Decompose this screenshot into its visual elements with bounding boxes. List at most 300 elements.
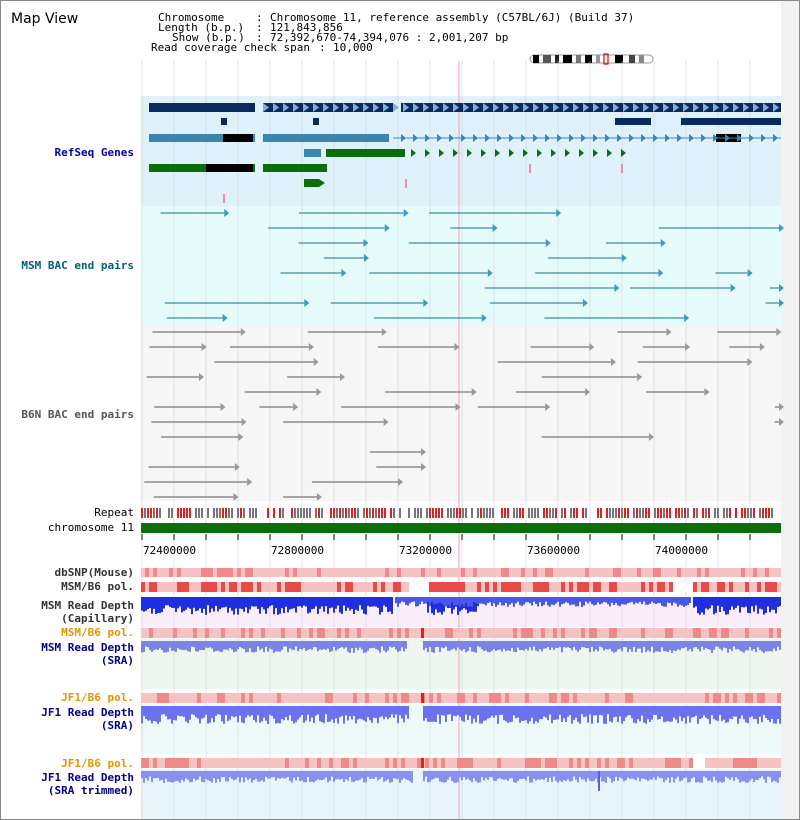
msm-depth-cap-bar [761, 597, 763, 609]
repeat-mark [657, 508, 659, 518]
jf1-b6-pol-trim-heat [369, 758, 373, 768]
jf1-depth-sra-bar [279, 706, 281, 723]
msm-b6-pol-sra-heat [217, 628, 221, 638]
msm-b6-pol-sra-heat [537, 628, 541, 638]
msm-depth-cap-bar [213, 597, 215, 612]
jf1-b6-pol-heat [369, 693, 373, 703]
jf1-depth-trim-bar [639, 771, 641, 781]
msm-depth-cap-bar [747, 597, 749, 613]
msm-depth-cap-bar [431, 597, 433, 613]
msm-depth-cap-bar [487, 597, 489, 603]
msm-depth-cap-bar [319, 597, 321, 609]
msm-depth-sra-bar [623, 641, 625, 647]
jf1-depth-trim-bar [685, 771, 687, 777]
jf1-b6-pol-trim-heat [205, 758, 209, 768]
jf1-b6-pol-trim-heat [317, 758, 321, 768]
msm-depth-sra-bar [465, 641, 467, 652]
msm-b6-pol-heat [521, 582, 525, 592]
msm-b6-pol-sra-heat [313, 628, 317, 638]
jf1-depth-sra-bar [699, 706, 701, 719]
msm-depth-sra-bar [401, 641, 403, 647]
jf1-depth-trim-bar [765, 771, 767, 783]
gene-strand-arrow [393, 103, 399, 112]
bac-end-marker [482, 314, 487, 322]
bac-end-marker [235, 463, 240, 471]
msm-depth-cap-bar [555, 597, 557, 604]
jf1-depth-trim-bar [747, 771, 749, 783]
dbsnp-heat [673, 568, 677, 577]
jf1-depth-sra-bar [757, 706, 759, 724]
bac-end-marker [242, 418, 247, 426]
msm-depth-cap-bar [403, 597, 405, 602]
jf1-depth-sra-bar [543, 706, 545, 717]
msm-depth-sra-bar [657, 641, 659, 651]
jf1-depth-trim-bar [409, 771, 411, 781]
msm-depth-cap-bar [469, 597, 471, 606]
jf1-depth-trim-bar [671, 771, 673, 777]
jf1-depth-trim-bar [733, 771, 735, 781]
jf1-depth-sra-bar [265, 706, 267, 721]
jf1-b6-pol-heat [541, 693, 545, 703]
jf1-depth-sra-bar [293, 706, 295, 724]
right-margin [781, 1, 800, 820]
jf1-depth-sra-bar [453, 706, 455, 716]
jf1-depth-sra-bar [227, 706, 229, 721]
jf1-b6-pol-heat [365, 693, 369, 703]
msm-depth-cap-bar [209, 597, 211, 613]
msm-depth-sra-bar [405, 641, 407, 649]
gene-strand-arrow [453, 149, 458, 157]
jf1-depth-trim-bar [161, 771, 163, 780]
msm-depth-sra-bar [155, 641, 157, 649]
gene-strand-arrow [725, 134, 730, 142]
repeat-mark [708, 508, 710, 518]
dbsnp-heat [769, 568, 773, 577]
jf1-depth-sra-bar [651, 706, 653, 720]
jf1-b6-pol-heat [729, 693, 733, 703]
msm-depth-sra-bar [381, 641, 383, 647]
jf1-depth-trim-bar [509, 771, 511, 778]
repeat-mark [612, 508, 614, 518]
jf1-depth-trim-bar [145, 771, 147, 778]
jf1-b6-pol-heat [301, 693, 305, 703]
msm-depth-sra-bar [303, 641, 305, 648]
gene-feature [681, 118, 781, 125]
dbsnp-heat [197, 568, 201, 577]
jf1-b6-pol-heat [493, 693, 497, 703]
dbsnp-heat [437, 568, 441, 577]
jf1-depth-sra-bar [367, 706, 369, 717]
jf1-b6-pol-heat [569, 693, 573, 703]
msm-b6-pol-sra-heat [177, 628, 181, 638]
gene-strand-arrow [373, 103, 379, 112]
jf1-b6-pol-trim-heat [729, 758, 733, 768]
msm-b6-pol-sra-heat [369, 628, 373, 638]
jf1-b6-pol-trim-heat [449, 758, 453, 768]
jf1-depth-trim-bar [611, 771, 613, 783]
msm-b6-pol-heat [633, 582, 637, 592]
msm-depth-sra-bar [543, 641, 545, 649]
jf1-b6-pol-heat [269, 693, 273, 703]
msm-depth-cap-bar [675, 597, 677, 604]
msm-depth-sra-bar [235, 641, 237, 652]
repeat-mark [201, 508, 203, 518]
msm-b6-pol-heat [745, 582, 749, 592]
msm-depth-sra-bar [575, 641, 577, 650]
gene-feature [149, 103, 255, 112]
msm-depth-cap-bar [211, 597, 213, 609]
msm-depth-sra-bar [609, 641, 611, 649]
jf1-depth-trim-bar [267, 771, 269, 779]
msm-depth-cap-bar [273, 597, 275, 614]
msm-depth-cap-bar [363, 597, 365, 614]
msm-b6-pol-heat [409, 582, 413, 592]
gene-strand-arrow [743, 103, 749, 112]
gene-feature [326, 149, 405, 157]
msm-b6-pol-sra-heat [729, 628, 733, 638]
dbsnp-heat [289, 568, 293, 577]
repeat-mark [315, 508, 317, 518]
jf1-depth-sra-bar [653, 706, 655, 715]
msm-depth-sra-bar [289, 641, 291, 648]
jf1-depth-trim-bar [631, 771, 633, 779]
msm-depth-sra-bar [163, 641, 165, 653]
pol-hotspot [421, 758, 424, 768]
jf1-b6-pol-trim-heat [673, 758, 677, 768]
repeat-mark [549, 508, 551, 518]
jf1-b6-pol-trim-heat [665, 758, 669, 768]
jf1-depth-sra-bar [595, 706, 597, 715]
jf1-depth-sra-bar [487, 706, 489, 719]
msm-depth-cap-bar [263, 597, 265, 609]
jf1-depth-trim-bar [215, 771, 217, 783]
msm-b6-pol-sra-heat [577, 628, 581, 638]
msm-depth-sra-bar [631, 641, 633, 652]
gene-strand-arrow [563, 103, 569, 112]
msm-b6-pol-sra-heat [281, 628, 285, 638]
msm-depth-cap-bar [269, 597, 271, 606]
msm-depth-sra-bar [585, 641, 587, 648]
msm-depth-sra-bar [263, 641, 265, 652]
jf1-b6-pol-trim-heat [321, 758, 325, 768]
jf1-depth-trim-bar [243, 771, 245, 782]
msm-depth-cap-bar [541, 597, 543, 606]
jf1-depth-sra-bar [589, 706, 591, 715]
repeat-mark [420, 508, 422, 518]
jf1-depth-trim-bar [325, 771, 327, 777]
dbsnp-heat [593, 568, 597, 577]
msm-depth-cap-bar [461, 597, 463, 610]
bac-end-marker [202, 343, 207, 351]
jf1-b6-pol-heat [325, 693, 329, 703]
msm-b6-pol-heat [565, 582, 569, 592]
jf1-depth-sra-bar [255, 706, 257, 722]
msm-b6-pol-heat [589, 582, 593, 592]
jf1-depth-sra-bar [761, 706, 763, 722]
jf1-depth-sra-bar [609, 706, 611, 721]
jf1-b6-pol-trim-heat [733, 758, 737, 768]
msm-b6-pol-sra-heat [521, 628, 525, 638]
jf1-depth-trim-bar [767, 771, 769, 777]
msm-depth-cap-bar [279, 597, 281, 614]
msm-depth-sra-bar [655, 641, 657, 652]
msm-depth-cap-bar [565, 597, 567, 602]
dbsnp-heat [333, 568, 337, 577]
jf1-b6-pol-heat [529, 693, 533, 703]
jf1-b6-pol-trim-heat [177, 758, 181, 768]
dbsnp-heat [405, 568, 409, 577]
jf1-depth-sra-bar [283, 706, 285, 720]
jf1-b6-pol-heat [333, 693, 337, 703]
msm-b6-pol-heat [677, 582, 681, 592]
bac-end-marker [341, 269, 346, 277]
bac-end-marker [238, 433, 243, 441]
jf1-depth-trim-bar [679, 771, 681, 781]
jf1-depth-sra-bar [223, 706, 225, 724]
jf1-depth-trim-bar [363, 771, 365, 782]
jf1-depth-trim-bar [225, 771, 227, 781]
jf1-b6-pol-trim-heat [361, 758, 365, 768]
dbsnp-heat [277, 568, 281, 577]
jf1-depth-sra-bar [445, 706, 447, 722]
repeat-mark [180, 508, 182, 518]
msm-b6-pol-heat [361, 582, 365, 592]
msm-depth-cap-bar [671, 597, 673, 606]
msm-depth-cap-bar [299, 597, 301, 606]
msm-b6-pol-heat [669, 582, 673, 592]
show-value: 72,392,670-74,394,076 : 2,001,207 bp [270, 31, 509, 44]
msm-b6-pol-sra-heat [157, 628, 161, 638]
msm-b6-pol-heat [213, 582, 217, 592]
jf1-depth-trim-bar [625, 771, 627, 780]
jf1-depth-sra-bar [529, 706, 531, 721]
jf1-depth-sra-bar [443, 706, 445, 716]
msm-depth-cap-bar [303, 597, 305, 606]
jf1-b6-pol-heat [353, 693, 357, 703]
msm-b6-pol-sra-heat [293, 628, 297, 638]
track-label-jf1-depth-trim-1: JF1 Read Depth [41, 771, 134, 784]
msm-depth-sra-bar [205, 641, 207, 648]
msm-depth-cap-bar [559, 597, 561, 607]
jf1-b6-pol-trim-heat [657, 758, 661, 768]
msm-b6-pol-heat [389, 582, 393, 592]
msm-depth-cap-bar [297, 597, 299, 606]
jf1-depth-trim-bar [169, 771, 171, 782]
jf1-b6-pol-trim-heat [365, 758, 369, 768]
jf1-depth-trim-bar [357, 771, 359, 781]
jf1-depth-trim-bar [481, 771, 483, 777]
jf1-depth-trim-bar [451, 771, 453, 781]
msm-depth-cap-bar [253, 597, 255, 607]
jf1-depth-trim-bar [673, 771, 675, 782]
msm-b6-pol-heat [681, 582, 685, 592]
msm-b6-pol-heat [765, 582, 769, 592]
jf1-depth-trim-bar [705, 771, 707, 778]
jf1-depth-trim-bar [583, 771, 585, 780]
msm-depth-sra-bar [523, 641, 525, 651]
gene-strand-arrow [623, 103, 629, 112]
jf1-b6-pol-trim-heat [429, 758, 433, 768]
msm-depth-sra-bar [443, 641, 445, 648]
chromosome-ideogram[interactable] [529, 53, 655, 65]
msm-b6-pol-sra-heat [649, 628, 653, 638]
jf1-b6-pol-heat [625, 693, 629, 703]
msm-depth-cap-bar [459, 597, 461, 607]
msm-depth-cap-bar [611, 597, 613, 603]
msm-b6-pol-sra-heat [357, 628, 361, 638]
jf1-b6-pol-trim-heat [529, 758, 533, 768]
bac-end-marker [233, 493, 238, 501]
msm-depth-cap-bar [525, 597, 527, 602]
jf1-depth-trim-bar [187, 771, 189, 780]
repeat-mark [771, 508, 773, 518]
jf1-depth-sra-bar [235, 706, 237, 716]
jf1-depth-sra-bar [361, 706, 363, 719]
msm-depth-sra-bar [431, 641, 433, 652]
msm-depth-cap-bar [351, 597, 353, 609]
gene-strand-arrow [521, 134, 526, 142]
msm-depth-sra-bar [157, 641, 159, 650]
msm-depth-cap-bar [195, 597, 197, 611]
refseq-track-bg [141, 96, 781, 206]
jf1-b6-pol-trim-heat [549, 758, 553, 768]
jf1-depth-sra-bar [339, 706, 341, 717]
msm-depth-sra-bar [339, 641, 341, 648]
msm-depth-cap-bg [141, 597, 781, 627]
jf1-depth-trim-bar [213, 771, 215, 778]
msm-depth-cap-bar [151, 597, 153, 614]
msm-depth-cap-bar [245, 597, 247, 607]
gene-strand-arrow [653, 103, 659, 112]
jf1-depth-sra-bar [345, 706, 347, 716]
msm-b6-pol-sra-heat [653, 628, 657, 638]
msm-depth-sra-bar [717, 641, 719, 647]
repeat-mark [231, 508, 233, 518]
msm-depth-cap-bar [437, 597, 439, 604]
msm-b6-pol-sra-heat [517, 628, 521, 638]
jf1-b6-pol-heat [485, 693, 489, 703]
msm-b6-pol-heat [493, 582, 497, 592]
msm-depth-sra-bar [335, 641, 337, 651]
msm-depth-cap-bar [171, 597, 173, 608]
jf1-b6-pol-heat [169, 693, 173, 703]
repeat-mark [354, 508, 356, 518]
jf1-depth-sra-bar [697, 706, 699, 724]
msm-depth-cap-bar [659, 597, 661, 603]
msm-b6-pol-sra-heat [629, 628, 633, 638]
repeat-mark [714, 508, 716, 518]
jf1-depth-sra-bar [219, 706, 221, 715]
jf1-depth-trim-bar [703, 771, 705, 776]
msm-b6-pol-heat [641, 582, 645, 592]
msm-depth-sra-bar [273, 641, 275, 653]
jf1-depth-sra-bar [605, 706, 607, 724]
jf1-depth-sra-bar [629, 706, 631, 715]
dbsnp-heat [157, 568, 161, 577]
msm-b6-pol-sra-heat [373, 628, 377, 638]
msm-b6-pol-sra-heat [753, 628, 757, 638]
msm-depth-cap-bar [239, 597, 241, 609]
jf1-depth-sra-bar [665, 706, 667, 722]
gene-feature [326, 149, 405, 157]
jf1-depth-trim-bar [313, 771, 315, 782]
show-separator: : [256, 31, 263, 44]
jf1-b6-pol-heat [425, 693, 429, 703]
jf1-depth-trim-bar [251, 771, 253, 783]
msm-depth-cap-bar [595, 597, 597, 605]
msm-depth-sra-bar [649, 641, 651, 652]
msm-depth-sra-bar [651, 641, 653, 647]
msm-b6-pol-sra-heat [437, 628, 441, 638]
msm-b6-pol-sra-heat [549, 628, 553, 638]
repeat-mark [378, 508, 380, 518]
jf1-depth-sra-bar [703, 706, 705, 715]
jf1-depth-sra-bar [231, 706, 233, 716]
bac-end-marker [666, 328, 671, 336]
dbsnp-heat [481, 568, 485, 577]
msm-b6-pol-sra-heat [541, 628, 545, 638]
repeat-mark [759, 508, 761, 518]
jf1-b6-pol-trim-heat [237, 758, 241, 768]
gene-strand-arrow [413, 134, 418, 142]
msm-depth-cap-bar [537, 597, 539, 606]
jf1-depth-trim-bar [637, 771, 639, 778]
dbsnp-heat [225, 568, 229, 577]
gene-strand-arrow [333, 103, 339, 112]
msm-depth-cap-bar [471, 597, 473, 607]
jf1-depth-trim-bar [373, 771, 375, 779]
jf1-b6-pol-heat [209, 693, 213, 703]
msm-depth-sra-bar [145, 641, 147, 647]
msm-depth-sra-bar [507, 641, 509, 650]
jf1-depth-sra-bar [711, 706, 713, 715]
jf1-depth-trim-bg [141, 769, 781, 819]
repeat-mark [255, 508, 257, 518]
msm-b6-pol-heat [149, 582, 153, 592]
jf1-depth-sra-bar [469, 706, 471, 716]
gene-strand-arrow [473, 103, 479, 112]
jf1-b6-pol-heat [501, 693, 505, 703]
gene-strand-arrow [703, 103, 709, 112]
msm-b6-pol-sra-heat [681, 628, 685, 638]
msm-depth-cap-bar [229, 597, 231, 608]
gene-strand-arrow [495, 149, 500, 157]
msm-depth-cap-bar [687, 597, 689, 605]
msm-b6-pol-sra-heat [473, 628, 477, 638]
gene-strand-arrow [323, 103, 329, 112]
jf1-depth-sra-bar [225, 706, 227, 715]
repeat-mark [177, 508, 179, 518]
jf1-depth-sra-bar [705, 706, 707, 718]
jf1-b6-pol-heat [525, 693, 529, 703]
repeat-mark [726, 508, 728, 518]
dbsnp-heat [149, 568, 153, 577]
msm-depth-cap-bar [459, 597, 461, 611]
dbsnp-heat [237, 568, 241, 577]
jf1-depth-sra-bar [375, 706, 377, 718]
msm-depth-sra-bar [365, 641, 367, 652]
msm-depth-cap-bar [341, 597, 343, 614]
msm-depth-cap-bar [321, 597, 323, 606]
jf1-b6-pol-heat [345, 693, 349, 703]
jf1-depth-trim-bar [327, 771, 329, 783]
msm-depth-sra-bar [771, 641, 773, 651]
jf1-depth-sra-bar [173, 706, 175, 720]
msm-b6-pol-sra-heat [593, 628, 597, 638]
repeat-mark [606, 508, 608, 518]
track-label-refseq: RefSeq Genes [54, 146, 134, 159]
jf1-depth-sra-bar [533, 706, 535, 724]
